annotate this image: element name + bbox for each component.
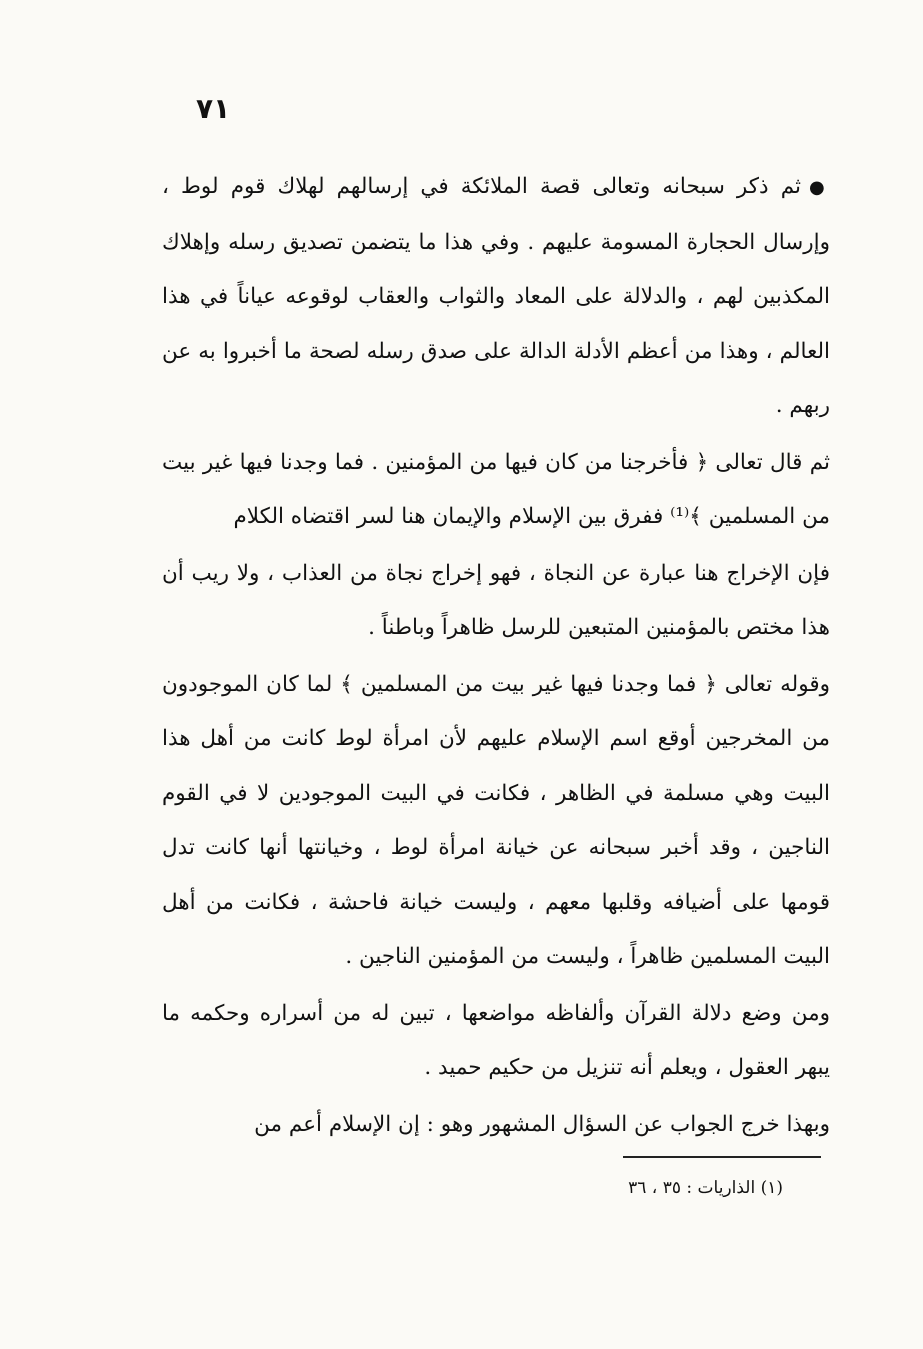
paragraph-1 [162, 160, 830, 434]
footnote-divider [623, 1156, 821, 1158]
paragraph-5: ومن وضع دلالة القرآن وألفاظه مواضعها ، تبين له من أسراره وحكمه ما يبهر العقول ، ويعلم أنه تنزيل من حكيم حميد . [162, 1000, 830, 1080]
paragraph-text: ثم ذكر سبحانه وتعالى قصة الملائكة في إرسالهم لهلاك قوم لوط ، وإرسال الحجارة المسومة عليهم . وفي هذا ما يتضمن تصديق رسله وإهلاك المكذبين لهم ، والدلالة على المعاد والثواب والعقاب لوقوعه عياناً في هذا العالم ، وهذا من أعظم الأدلة الدالة على صدق رسله لصحة ما أخبروا به عن ربهم . [162, 174, 830, 418]
paragraph-3: فإن الإخراج هنا عبارة عن النجاة ، فهو إخراج نجاة من العذاب ، ولا ريب أن هذا مختص بالمؤمنين المتبعين للرسل ظاهراً وباطناً . [162, 560, 830, 640]
paragraph-6: وبهذا خرج الجواب عن السؤال المشهور وهو : إن الإسلام أعم من [254, 1111, 830, 1137]
footnote: (١) الذاريات : ٣٥ ، ٣٦ [628, 1178, 783, 1198]
body-text [162, 160, 830, 1152]
page-number: ٧١ [196, 92, 231, 125]
bullet-icon: ● [809, 177, 830, 198]
paragraph-4: وقوله تعالى ﴿ فما وجدنا فيها غير بيت من المسلمين ﴾ لما كان الموجودون من المخرجين أوقع اسم الإسلام عليهم لأن امرأة لوط كانت من أهل هذا البيت وهي مسلمة في الظاهر ، فكانت في البيت الموجودين لا في القوم الناجين ، وقد أخبر سبحانه عن خيانة امرأة لوط ، وخيانتها أنها كانت تدل قومها على أضيافه وقلبها معهم ، وليست خيانة فاحشة ، فكانت من أهل البيت المسلمين ظاهراً ، وليست من المؤمنين الناجين . [162, 671, 830, 969]
paragraph-2: ثم قال تعالى ﴿ فأخرجنا من كان فيها من المؤمنين . فما وجدنا فيها غير بيت من المسلمين ﴾⁽¹⁾ ففرق بين الإسلام والإيمان هنا لسر اقتضاه الكلام [162, 449, 830, 529]
